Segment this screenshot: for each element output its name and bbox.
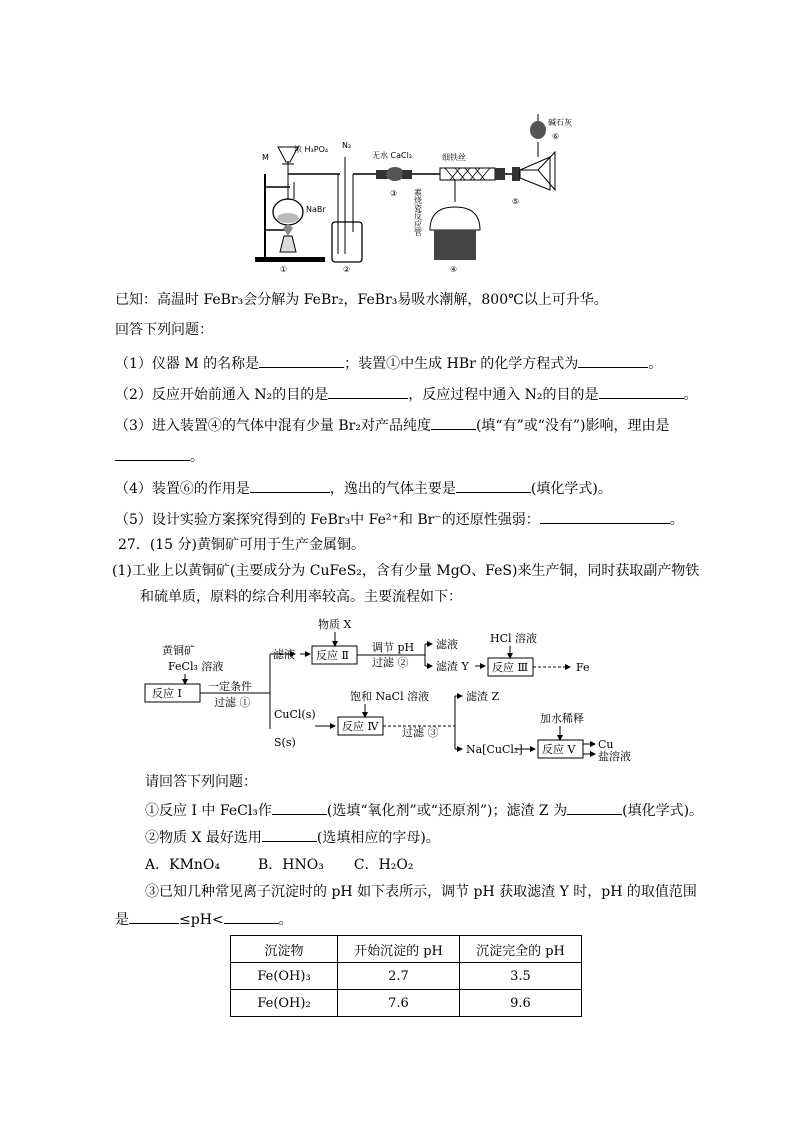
table-cell: 3.5 — [460, 963, 582, 990]
flow-r2: 反应 Ⅱ — [316, 649, 349, 662]
table-cell: Fe(OH)₂ — [231, 990, 338, 1017]
flow-filter3: 过滤 ③ — [402, 726, 439, 739]
label-h3po4: 浓 H₃PO₄ — [294, 145, 329, 154]
flow-residue-y: 滤渣 Y — [436, 660, 469, 673]
q2-text-b: ，反应过程中通入 N₂的目的是 — [408, 387, 599, 403]
s1-text-b: (选填“氧化剂”或“还原剂”)；滤渣 Z 为 — [326, 803, 568, 819]
q4-text-c: (填化学式)。 — [530, 481, 612, 497]
q1-text-a: （1）仪器 M 的名称是 — [115, 356, 260, 372]
known-info: 已知：高温时 FeBr₃会分解为 FeBr₂，FeBr₃易吸水潮解，800℃以上可升华。 — [115, 292, 608, 308]
problem-27-1b: 和硫单质，原料的综合利用率较高。主要流程如下： — [140, 589, 462, 605]
flow-nacucl2: Na[CuCl₂] — [466, 743, 523, 756]
sub-q3-cont — [115, 909, 293, 930]
q4-blank-1[interactable] — [250, 478, 330, 493]
answer-prompt: 回答下列问题： — [115, 322, 213, 338]
question-1 — [115, 353, 662, 374]
flow-r1: 反应 Ⅰ — [152, 687, 182, 700]
table-header: 沉淀物 — [231, 936, 338, 963]
table-cell: 9.6 — [460, 990, 582, 1017]
table-header: 开始沉淀的 pH — [338, 936, 460, 963]
label-m: M — [262, 153, 269, 162]
q1-text-b: ；装置①中生成 HBr 的化学方程式为 — [344, 356, 579, 372]
s3-blank-1[interactable] — [129, 909, 179, 924]
ph-table — [230, 935, 582, 1017]
option-a: A．KMnO₄ — [145, 857, 221, 873]
flow-s: S(s) — [274, 736, 296, 749]
please-answer: 请回答下列问题： — [145, 774, 257, 790]
label-nabr: NaBr — [306, 205, 326, 214]
q1-blank-2[interactable] — [578, 353, 648, 368]
q3-blank-2[interactable] — [115, 446, 190, 461]
flow-r4: 反应 Ⅳ — [342, 720, 379, 733]
q3-text-c: 。 — [190, 449, 204, 465]
flow-x: 物质 X — [318, 618, 352, 631]
label-cacl2: 无水 CaCl₂ — [372, 151, 413, 160]
q4-blank-2[interactable] — [456, 478, 531, 493]
s2-text-b: (选填相应的字母)。 — [316, 830, 440, 846]
options — [145, 855, 413, 875]
num-2: ② — [343, 265, 351, 274]
problem-27-1a: (1)工业上以黄铜矿(主要成分为 CuFeS₂，含有少量 MgO、FeS)来生产铜，同时获取副产物铁 — [112, 563, 700, 579]
s1-blank-1[interactable] — [272, 800, 327, 815]
flow-filter1: 过滤 ① — [214, 696, 251, 709]
s1-text-a: ①反应 I 中 FeCl₃作 — [145, 803, 272, 819]
flow-dilute: 加水稀释 — [540, 712, 584, 725]
q3-text-b: (填“有”或“没有”)影响，理由是 — [475, 418, 670, 434]
flow-cucl: CuCl(s) — [274, 708, 316, 721]
question-3 — [115, 415, 670, 436]
flow-residue-z: 滤渣 Z — [466, 690, 500, 703]
flow-hcl: HCl 溶液 — [490, 632, 538, 645]
num-1: ① — [280, 265, 288, 274]
q3-text-a: （3）进入装置④的气体中混有少量 Br₂对产品纯度 — [115, 418, 431, 434]
num-4: ④ — [450, 265, 458, 274]
flow-filter2: 过滤 ② — [372, 656, 409, 669]
question-5 — [115, 509, 684, 530]
flow-cu: Cu — [598, 738, 614, 751]
table-cell: 2.7 — [338, 963, 460, 990]
flow-ore: 黄铜矿 — [162, 644, 195, 657]
flow-cond: 一定条件 — [208, 680, 252, 693]
label-n2: N₂ — [342, 141, 352, 150]
flow-filtrate2: 滤液 — [436, 638, 458, 651]
s3-text-c: ≤pH< — [179, 912, 224, 928]
question-4 — [115, 478, 612, 499]
num-3: ③ — [390, 189, 398, 198]
s3-blank-2[interactable] — [224, 909, 279, 924]
option-b: B．HNO₃ — [258, 857, 324, 873]
q3-blank-1[interactable] — [431, 415, 476, 430]
label-tube: 素烧瓷反应管 — [413, 188, 423, 236]
q5-text-c: 。 — [669, 512, 684, 528]
label-soda-lime: 碱石灰 — [548, 118, 572, 127]
q2-blank-2[interactable] — [599, 384, 684, 399]
q2-blank-1[interactable] — [328, 384, 408, 399]
num-6: ⑥ — [552, 132, 560, 141]
s1-blank-2[interactable] — [567, 800, 622, 815]
s1-text-c: (填化学式)。 — [622, 803, 704, 819]
q5-text-a: （5）设计实验方案探究得到的 FeBr₃中 Fe²⁺和 Br⁻的还原性强弱： — [115, 512, 540, 528]
question-2 — [115, 384, 698, 405]
s3-text-d: 。 — [278, 912, 293, 928]
s3-text-b: 是 — [115, 912, 129, 928]
q2-text-a: （2）反应开始前通入 N₂的目的是 — [115, 387, 329, 403]
sub-q2 — [145, 827, 440, 848]
q1-text-c: 。 — [648, 356, 663, 372]
flow-r3: 反应 Ⅲ — [492, 661, 529, 674]
table-header: 沉淀完全的 pH — [460, 936, 582, 963]
q4-text-a: （4）装置⑥的作用是 — [115, 481, 250, 497]
flow-nacl: 饱和 NaCl 溶液 — [350, 690, 430, 703]
q2-text-c: 。 — [683, 387, 698, 403]
process-flowchart — [140, 614, 660, 764]
sub-q3: ③已知几种常见离子沉淀时的 pH 如下表所示，调节 pH 获取滤渣 Y 时，pH 的取值范围 — [145, 884, 697, 900]
flow-salt-sol: 盐溶液 — [598, 750, 631, 763]
table-row — [231, 990, 582, 1017]
table-row — [231, 963, 582, 990]
option-c: C．H₂O₂ — [353, 857, 414, 873]
flow-fe: Fe — [576, 661, 590, 674]
question-3-cont — [115, 446, 204, 467]
table-cell: Fe(OH)₃ — [231, 963, 338, 990]
q4-text-b: ，逸出的气体主要是 — [329, 481, 456, 497]
flow-filtrate: 滤液 — [273, 648, 295, 661]
apparatus-diagram — [250, 112, 580, 277]
q5-blank[interactable] — [540, 509, 670, 524]
s2-text-a: ②物质 X 最好选用 — [145, 830, 262, 846]
label-iron-wire: 细铁丝 — [442, 153, 466, 162]
problem-27: 27．(15 分)黄铜矿可用于生产金属铜。 — [118, 537, 366, 553]
q1-blank-1[interactable] — [259, 353, 344, 368]
s2-blank[interactable] — [262, 827, 317, 842]
num-5: ⑤ — [512, 197, 520, 206]
flow-adjust: 调节 pH — [372, 641, 415, 654]
table-cell: 7.6 — [338, 990, 460, 1017]
flow-r5: 反应 Ⅴ — [542, 743, 576, 756]
table-header-row — [231, 936, 582, 963]
flow-fecl3: FeCl₃ 溶液 — [168, 660, 224, 673]
sub-q1 — [145, 800, 703, 821]
